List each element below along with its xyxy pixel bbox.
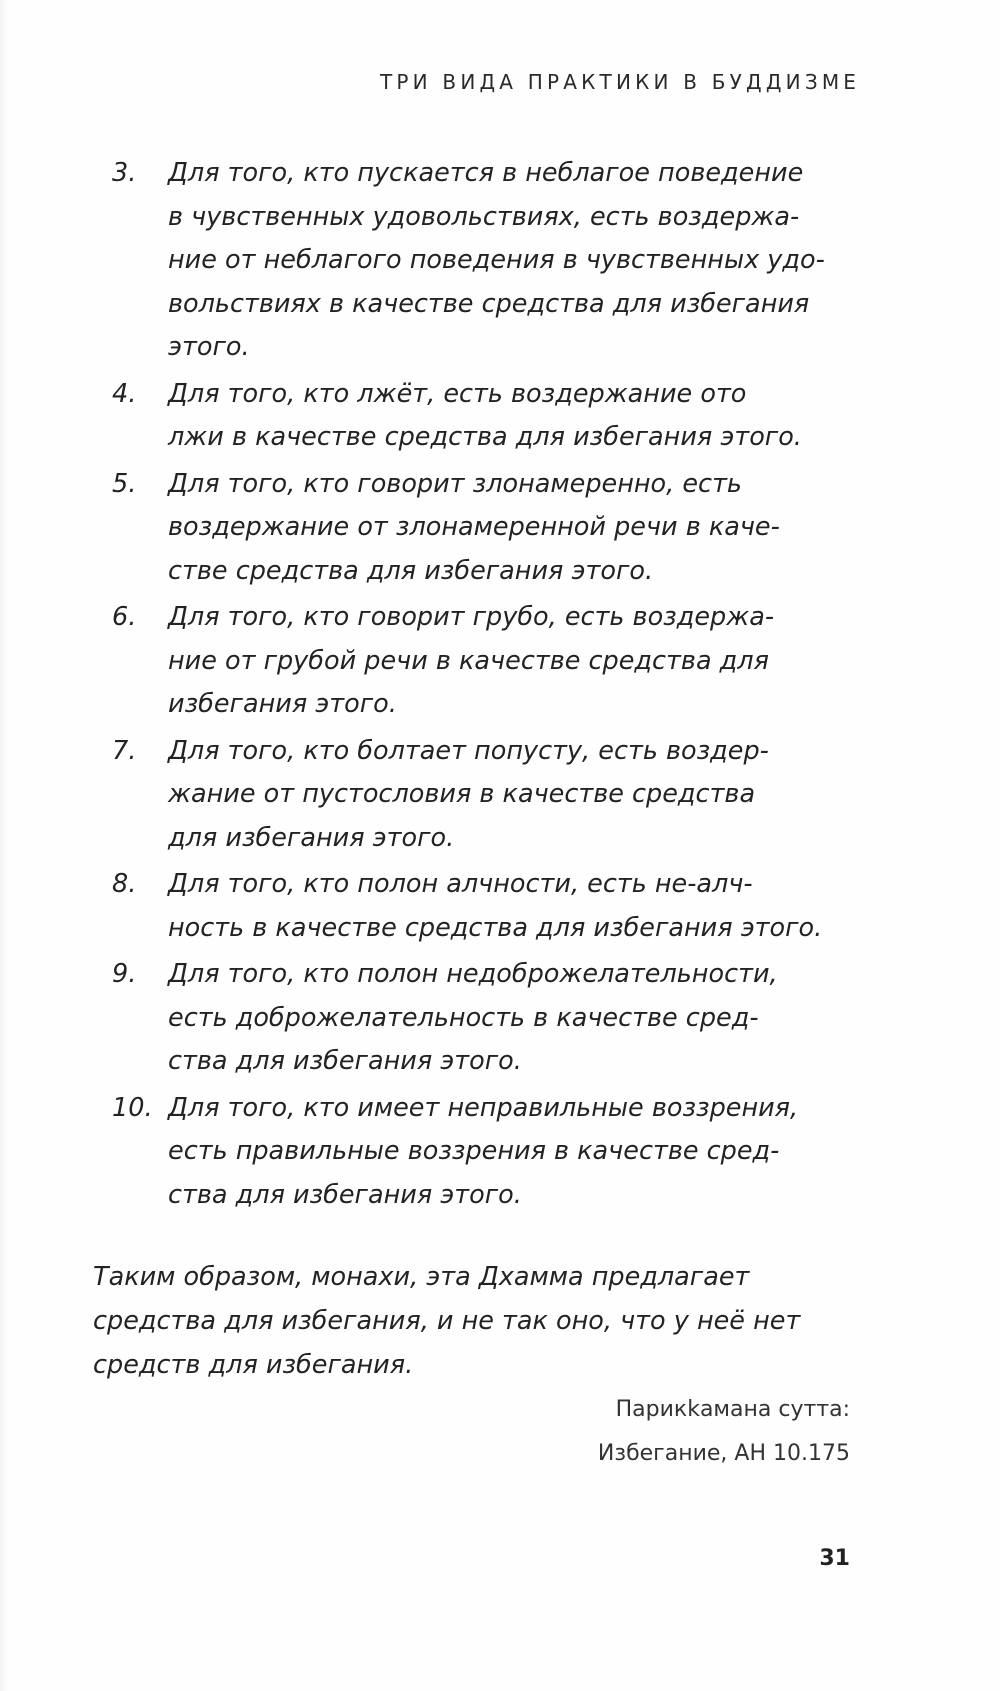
list-item-number: 8. bbox=[112, 869, 137, 899]
list-item-line: Для того, кто лжёт, есть воздержание ото bbox=[168, 378, 747, 409]
running-head: ТРИ ВИДА ПРАКТИКИ В БУДДИЗМЕ bbox=[380, 70, 861, 94]
list-item bbox=[112, 152, 842, 370]
conclusion-line: средства для избегания, и не так оно, что у неё нет bbox=[93, 1306, 801, 1336]
list-item-number: 5. bbox=[112, 468, 137, 499]
page-edge-shadow bbox=[0, 0, 10, 1691]
list-item bbox=[112, 863, 842, 950]
conclusion-line: Таким образом, монахи, эта Дхамма предлагает bbox=[93, 1262, 750, 1292]
source-citation bbox=[560, 1388, 850, 1476]
source-line: Парикkамана сутта: bbox=[615, 1397, 850, 1422]
list-item-number: 4. bbox=[112, 378, 137, 409]
list-item-number: 7. bbox=[112, 735, 137, 766]
list-item bbox=[112, 596, 842, 727]
list-item-line: в чувственных удовольствиях, есть воздержа- bbox=[168, 201, 800, 232]
list-item-number: 10. bbox=[112, 1092, 153, 1123]
list-item bbox=[112, 1087, 842, 1218]
list-item-line: Для того, кто болтает попусту, есть воздер- bbox=[168, 735, 769, 766]
list-item-line: есть правильные воззрения в качестве сред- bbox=[168, 1136, 780, 1166]
list-item-line: ства для избегания этого. bbox=[168, 1179, 522, 1210]
list-item-line: Для того, кто говорит злонамеренно, есть bbox=[168, 468, 742, 499]
list-item-line: ние от грубой речи в качестве средства для bbox=[168, 645, 769, 676]
numbered-list bbox=[112, 152, 842, 1220]
list-item-line: Для того, кто имеет неправильные воззрения, bbox=[168, 1092, 799, 1123]
list-item-line: вольствиях в качестве средства для избегания bbox=[168, 288, 810, 319]
list-item bbox=[112, 730, 842, 861]
list-item-line: Для того, кто пускается в неблагое поведение bbox=[168, 158, 804, 188]
list-item bbox=[112, 373, 842, 460]
list-item-line: Для того, кто говорит грубо, есть воздержа- bbox=[168, 602, 775, 632]
list-item-line: ность в качестве средства для избегания этого. bbox=[168, 912, 823, 943]
list-item-line: для избегания этого. bbox=[168, 822, 455, 853]
list-item-line: избегания этого. bbox=[168, 689, 397, 719]
list-item-line: ства для избегания этого. bbox=[168, 1046, 522, 1076]
list-item-line: Для того, кто полон недоброжелательности, bbox=[168, 959, 778, 989]
list-item-number: 6. bbox=[112, 602, 137, 632]
source-line: Избегание, АН 10.175 bbox=[597, 1441, 850, 1466]
list-item bbox=[112, 463, 842, 594]
list-item-line: этого. bbox=[168, 332, 250, 362]
list-item bbox=[112, 953, 842, 1084]
list-item-line: жание от пустословия в качестве средства bbox=[168, 779, 756, 809]
list-item-number: 3. bbox=[112, 158, 137, 188]
conclusion-line: средств для избегания. bbox=[93, 1350, 414, 1380]
list-item-line: ние от неблагого поведения в чувственных удо- bbox=[168, 245, 825, 275]
list-item-line: воздержание от злонамеренной речи в каче- bbox=[168, 512, 780, 542]
list-item-line: есть доброжелательность в качестве сред- bbox=[168, 1002, 759, 1033]
page-number: 31 bbox=[819, 1546, 850, 1571]
list-item-line: лжи в качестве средства для избегания этого. bbox=[168, 422, 802, 452]
conclusion-paragraph bbox=[93, 1255, 873, 1387]
list-item-line: стве средства для избегания этого. bbox=[168, 555, 654, 586]
list-item-line: Для того, кто полон алчности, есть не-алч- bbox=[168, 869, 753, 899]
list-item-number: 9. bbox=[112, 959, 137, 989]
